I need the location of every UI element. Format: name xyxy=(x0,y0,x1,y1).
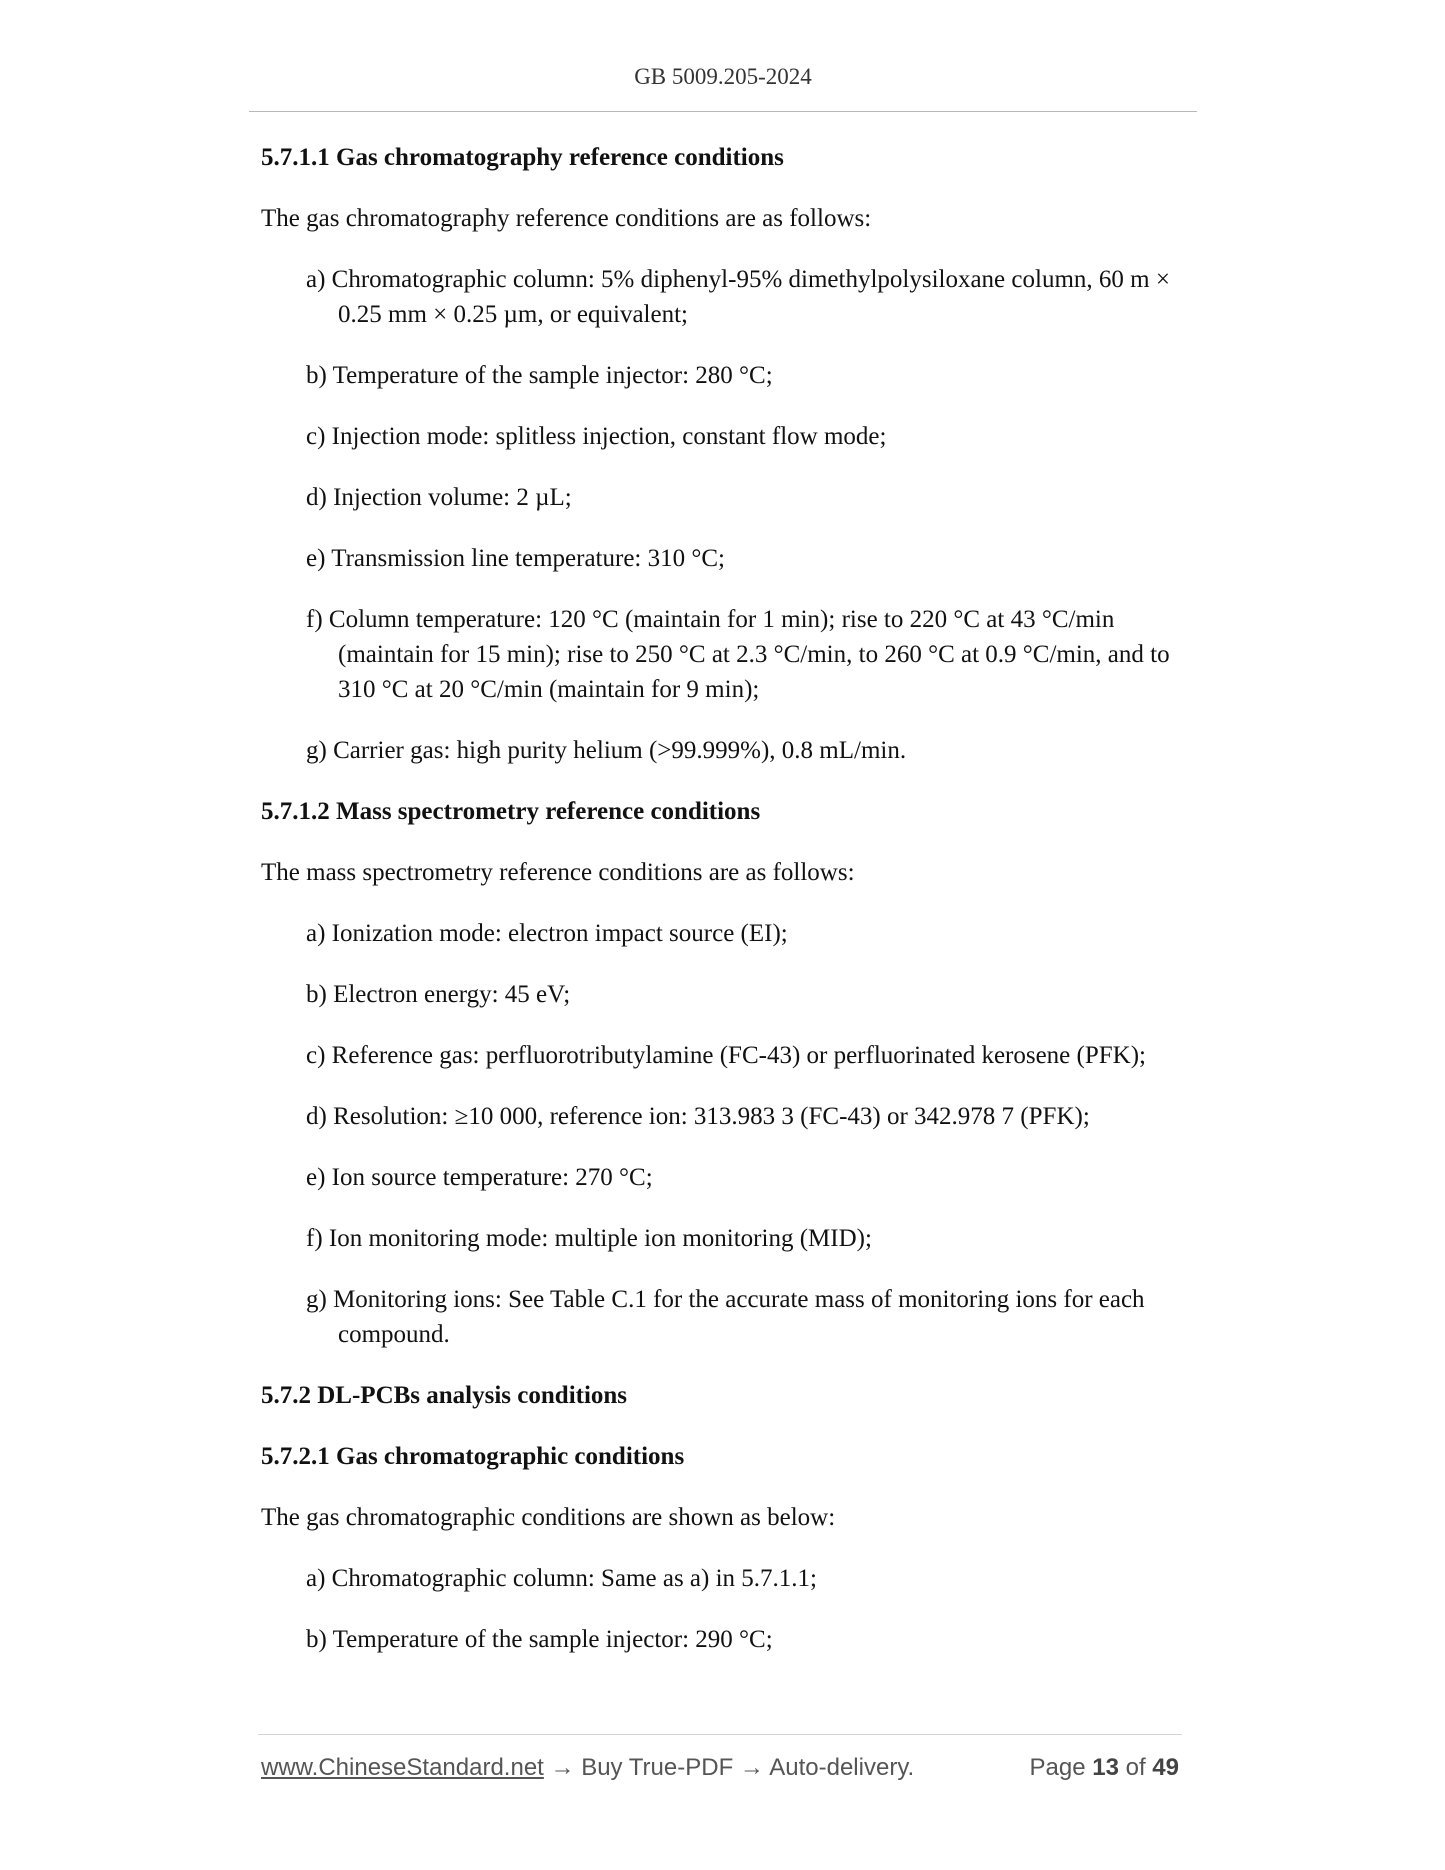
page-indicator xyxy=(1030,1750,1180,1786)
website-link[interactable]: www.ChineseStandard.net xyxy=(261,1754,544,1781)
page-footer xyxy=(261,1750,1179,1786)
footer-divider xyxy=(258,1734,1182,1735)
arrow-right-icon: → xyxy=(550,1754,575,1781)
current-page-number: 13 xyxy=(1092,1754,1119,1781)
paragraph: The mass spectrometry reference conditions are as follows: xyxy=(261,859,855,886)
section-heading: 5.7.1.1 Gas chromatography reference conditions xyxy=(261,144,784,171)
total-pages-number: 49 xyxy=(1152,1754,1179,1781)
arrow-right-icon: → xyxy=(739,1754,764,1781)
list-item: a) Ionization mode: electron impact source (EI); xyxy=(306,920,788,947)
header-divider xyxy=(249,111,1197,112)
page-header-title: GB 5009.205-2024 xyxy=(634,64,812,89)
list-item: a) Chromatographic column: Same as a) in 5.7.1.1; xyxy=(306,1565,817,1592)
list-item: g) Monitoring ions: See Table C.1 for the accurate mass of monitoring ions for each compound. xyxy=(306,1286,1145,1348)
list-item: f) Ion monitoring mode: multiple ion monitoring (MID); xyxy=(306,1225,872,1252)
list-item: d) Resolution: ≥10 000, reference ion: 313.983 3 (FC-43) or 342.978 7 (PFK); xyxy=(306,1103,1090,1130)
list-item: b) Temperature of the sample injector: 280 °C; xyxy=(306,362,773,389)
of-label: of xyxy=(1125,1754,1146,1781)
list-item: b) Temperature of the sample injector: 290 °C; xyxy=(306,1626,773,1653)
list-item: c) Reference gas: perfluorotributylamine (FC-43) or perfluorinated kerosene (PFK); xyxy=(306,1042,1146,1069)
page-label: Page xyxy=(1029,1754,1086,1781)
document-body xyxy=(261,140,1201,1657)
buy-true-pdf-text: Buy True-PDF xyxy=(581,1754,734,1781)
list-item: e) Transmission line temperature: 310 °C; xyxy=(306,545,725,572)
list-item: g) Carrier gas: high purity helium (>99.999%), 0.8 mL/min. xyxy=(306,737,907,764)
section-heading: 5.7.2.1 Gas chromatographic conditions xyxy=(261,1443,685,1470)
paragraph: The gas chromatographic conditions are shown as below: xyxy=(261,1504,836,1531)
list-item: d) Injection volume: 2 µL; xyxy=(306,484,572,511)
section-heading: 5.7.2 DL-PCBs analysis conditions xyxy=(261,1382,628,1409)
auto-delivery-text: Auto-delivery. xyxy=(769,1754,915,1781)
list-item: c) Injection mode: splitless injection, constant flow mode; xyxy=(306,423,887,450)
list-item: e) Ion source temperature: 270 °C; xyxy=(306,1164,653,1191)
section-heading: 5.7.1.2 Mass spectrometry reference conditions xyxy=(261,798,761,825)
list-item: f) Column temperature: 120 °C (maintain for 1 min); rise to 220 °C at 43 °C/min (maintain for 15 min); rise to 250 °C at 2.3 °C/min, to 260 °C at 0.9 °C/min, and to 310 °C at 20 °C/min (maintain for 9 min); xyxy=(306,606,1170,703)
list-item: a) Chromatographic column: 5% diphenyl-95% dimethylpolysiloxane column, 60 m × 0.25 mm × 0.25 µm, or equivalent; xyxy=(306,266,1170,328)
paragraph: The gas chromatography reference conditions are as follows: xyxy=(261,205,872,232)
list-item: b) Electron energy: 45 eV; xyxy=(306,981,571,1008)
